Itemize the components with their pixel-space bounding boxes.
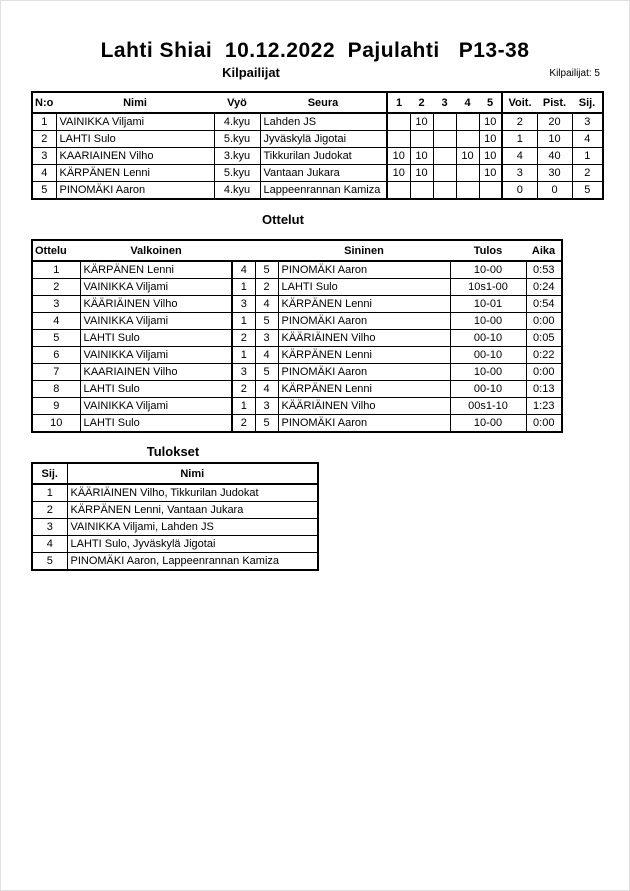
col-header-round-1: 1: [387, 92, 410, 113]
competitor-row: [32, 165, 603, 182]
col-header-round-5: 5: [479, 92, 502, 113]
round-score: [410, 131, 433, 148]
white-player: KAARIAINEN Vilho: [80, 364, 232, 381]
round-score: [410, 182, 433, 200]
white-player-number: 1: [232, 398, 255, 415]
competitor-wins: 4: [502, 148, 537, 165]
blue-player-number: 3: [255, 398, 278, 415]
white-player: KÄÄRIÄINEN Vilho: [80, 296, 232, 313]
match-result: 10-01: [450, 296, 526, 313]
result-place: 5: [32, 553, 67, 571]
col-header-round-3: 3: [433, 92, 456, 113]
match-result: 10-00: [450, 261, 526, 279]
match-row: [32, 261, 562, 279]
round-score: [433, 131, 456, 148]
blue-player-number: 5: [255, 261, 278, 279]
competitor-place: 4: [572, 131, 603, 148]
white-player: LAHTI Sulo: [80, 415, 232, 433]
competitor-club: Lahden JS: [260, 113, 387, 131]
blue-player: KÄÄRIÄINEN Vilho: [278, 398, 450, 415]
match-row: [32, 330, 562, 347]
white-player-number: 1: [232, 313, 255, 330]
white-player-number: 3: [232, 364, 255, 381]
match-result: 00-10: [450, 330, 526, 347]
blue-player-number: 3: [255, 330, 278, 347]
competitor-number: 3: [32, 148, 56, 165]
competitors-count-label: Kilpailijat: 5: [549, 68, 600, 79]
round-score: [387, 131, 410, 148]
match-row: [32, 364, 562, 381]
blue-player: PINOMÄKI Aaron: [278, 261, 450, 279]
result-row: [32, 519, 318, 536]
competitor-belt: 4.kyu: [214, 113, 260, 131]
competitors-header-row: [32, 92, 603, 113]
match-time: 0:00: [526, 415, 562, 433]
white-player: LAHTI Sulo: [80, 330, 232, 347]
competitor-belt: 4.kyu: [214, 182, 260, 200]
competitor-name: PINOMÄKI Aaron: [56, 182, 214, 200]
result-name: PINOMÄKI Aaron, Lappeenrannan Kamiza: [67, 553, 318, 571]
competitor-points: 20: [537, 113, 572, 131]
white-player: VAINIKKA Viljami: [80, 279, 232, 296]
result-place: 2: [32, 502, 67, 519]
result-name: KÄRPÄNEN Lenni, Vantaan Jukara: [67, 502, 318, 519]
section-title-tulokset: Tulokset: [146, 444, 200, 459]
competitor-place: 2: [572, 165, 603, 182]
col-header-name: Nimi: [56, 92, 214, 113]
result-place: 4: [32, 536, 67, 553]
round-score: 10: [479, 165, 502, 182]
white-player: LAHTI Sulo: [80, 381, 232, 398]
blue-player: KÄRPÄNEN Lenni: [278, 347, 450, 364]
round-score: [456, 131, 479, 148]
competitor-points: 0: [537, 182, 572, 200]
match-result: 10-00: [450, 313, 526, 330]
matches-table: [31, 239, 563, 433]
round-score: 10: [456, 148, 479, 165]
result-place: 1: [32, 484, 67, 502]
result-name: VAINIKKA Viljami, Lahden JS: [67, 519, 318, 536]
col-header-time: Aika: [526, 240, 562, 261]
col-header-white: Valkoinen: [80, 240, 232, 261]
round-score: [479, 182, 502, 200]
match-number: 9: [32, 398, 80, 415]
match-number: 2: [32, 279, 80, 296]
white-player-number: 2: [232, 381, 255, 398]
blue-player: KÄRPÄNEN Lenni: [278, 296, 450, 313]
match-row: [32, 279, 562, 296]
result-row: [32, 553, 318, 571]
match-time: 1:23: [526, 398, 562, 415]
blue-player: LAHTI Sulo: [278, 279, 450, 296]
round-score: [433, 148, 456, 165]
round-score: [456, 113, 479, 131]
col-header-place: Sij.: [32, 463, 67, 484]
competitor-row: [32, 182, 603, 200]
competitor-belt: 5.kyu: [214, 165, 260, 182]
match-time: 0:05: [526, 330, 562, 347]
competitor-wins: 3: [502, 165, 537, 182]
match-row: [32, 347, 562, 364]
blue-player-number: 5: [255, 415, 278, 433]
round-score: [456, 182, 479, 200]
blue-player-number: 4: [255, 296, 278, 313]
match-row: [32, 381, 562, 398]
competitor-name: LAHTI Sulo: [56, 131, 214, 148]
col-header-result: Tulos: [450, 240, 526, 261]
round-score: 10: [410, 113, 433, 131]
competitor-club: Jyväskylä Jigotai: [260, 131, 387, 148]
round-score: 10: [479, 113, 502, 131]
competitor-points: 10: [537, 131, 572, 148]
round-score: 10: [410, 165, 433, 182]
results-header-row: [32, 463, 318, 484]
blue-player: PINOMÄKI Aaron: [278, 415, 450, 433]
match-result: 00s1-10: [450, 398, 526, 415]
competitor-name: KÄRPÄNEN Lenni: [56, 165, 214, 182]
page-title: Lahti Shiai 10.12.2022 Pajulahti P13-38: [100, 39, 530, 62]
results-table: [31, 462, 319, 571]
col-header-white-no: [232, 240, 255, 261]
blue-player-number: 2: [255, 279, 278, 296]
white-player-number: 2: [232, 415, 255, 433]
match-number: 5: [32, 330, 80, 347]
competitor-place: 1: [572, 148, 603, 165]
match-time: 0:13: [526, 381, 562, 398]
result-name: LAHTI Sulo, Jyväskylä Jigotai: [67, 536, 318, 553]
col-header-blue-no: [255, 240, 278, 261]
white-player: VAINIKKA Viljami: [80, 347, 232, 364]
competitor-club: Lappeenrannan Kamiza: [260, 182, 387, 200]
round-score: [433, 182, 456, 200]
round-score: 10: [410, 148, 433, 165]
blue-player: KÄRPÄNEN Lenni: [278, 381, 450, 398]
competitor-row: [32, 113, 603, 131]
round-score: 10: [387, 165, 410, 182]
result-row: [32, 484, 318, 502]
white-player-number: 1: [232, 347, 255, 364]
match-number: 10: [32, 415, 80, 433]
competitor-wins: 2: [502, 113, 537, 131]
competitor-row: [32, 131, 603, 148]
competitor-number: 1: [32, 113, 56, 131]
col-header-name: Nimi: [67, 463, 318, 484]
competitor-place: 5: [572, 182, 603, 200]
section-title-ottelut: Ottelut: [262, 212, 304, 227]
round-score: [387, 113, 410, 131]
match-result: 10-00: [450, 415, 526, 433]
competitor-number: 2: [32, 131, 56, 148]
competitor-row: [32, 148, 603, 165]
competitor-club: Tikkurilan Judokat: [260, 148, 387, 165]
match-number: 6: [32, 347, 80, 364]
white-player: VAINIKKA Viljami: [80, 398, 232, 415]
col-header-match: Ottelu: [32, 240, 80, 261]
blue-player: PINOMÄKI Aaron: [278, 364, 450, 381]
round-score: [387, 182, 410, 200]
col-header-wins: Voit.: [502, 92, 537, 113]
col-header-belt: Vyö: [214, 92, 260, 113]
blue-player-number: 5: [255, 364, 278, 381]
round-score: 10: [479, 148, 502, 165]
result-row: [32, 536, 318, 553]
matches-header-row: [32, 240, 562, 261]
match-result: 00-10: [450, 381, 526, 398]
col-header-no: N:o: [32, 92, 56, 113]
match-row: [32, 313, 562, 330]
competitors-table: [31, 91, 604, 200]
white-player-number: 3: [232, 296, 255, 313]
competitor-name: VAINIKKA Viljami: [56, 113, 214, 131]
match-number: 1: [32, 261, 80, 279]
match-number: 7: [32, 364, 80, 381]
competitor-wins: 1: [502, 131, 537, 148]
competitor-belt: 5.kyu: [214, 131, 260, 148]
white-player: KÄRPÄNEN Lenni: [80, 261, 232, 279]
match-time: 0:24: [526, 279, 562, 296]
competitor-name: KAARIAINEN Vilho: [56, 148, 214, 165]
blue-player-number: 4: [255, 381, 278, 398]
result-name: KÄÄRIÄINEN Vilho, Tikkurilan Judokat: [67, 484, 318, 502]
section-title-kilpailijat: Kilpailijat: [222, 65, 280, 80]
col-header-round-2: 2: [410, 92, 433, 113]
blue-player: KÄÄRIÄINEN Vilho: [278, 330, 450, 347]
white-player: VAINIKKA Viljami: [80, 313, 232, 330]
result-row: [32, 502, 318, 519]
blue-player-number: 5: [255, 313, 278, 330]
match-result: 10-00: [450, 364, 526, 381]
competitor-points: 40: [537, 148, 572, 165]
match-result: 10s1-00: [450, 279, 526, 296]
competitor-number: 4: [32, 165, 56, 182]
competitor-club: Vantaan Jukara: [260, 165, 387, 182]
round-score: [433, 165, 456, 182]
col-header-points: Pist.: [537, 92, 572, 113]
col-header-round-4: 4: [456, 92, 479, 113]
round-score: 10: [479, 131, 502, 148]
match-number: 3: [32, 296, 80, 313]
result-place: 3: [32, 519, 67, 536]
col-header-blue: Sininen: [278, 240, 450, 261]
match-time: 0:00: [526, 364, 562, 381]
round-score: [433, 113, 456, 131]
competitor-place: 3: [572, 113, 603, 131]
match-row: [32, 398, 562, 415]
match-row: [32, 296, 562, 313]
competitor-belt: 3.kyu: [214, 148, 260, 165]
col-header-club: Seura: [260, 92, 387, 113]
round-score: 10: [387, 148, 410, 165]
white-player-number: 2: [232, 330, 255, 347]
match-time: 0:54: [526, 296, 562, 313]
blue-player: PINOMÄKI Aaron: [278, 313, 450, 330]
match-number: 8: [32, 381, 80, 398]
competitor-points: 30: [537, 165, 572, 182]
match-number: 4: [32, 313, 80, 330]
round-score: [456, 165, 479, 182]
col-header-place: Sij.: [572, 92, 603, 113]
match-row: [32, 415, 562, 433]
match-time: 0:00: [526, 313, 562, 330]
match-time: 0:22: [526, 347, 562, 364]
match-result: 00-10: [450, 347, 526, 364]
white-player-number: 4: [232, 261, 255, 279]
blue-player-number: 4: [255, 347, 278, 364]
white-player-number: 1: [232, 279, 255, 296]
match-time: 0:53: [526, 261, 562, 279]
competitor-number: 5: [32, 182, 56, 200]
competitor-wins: 0: [502, 182, 537, 200]
